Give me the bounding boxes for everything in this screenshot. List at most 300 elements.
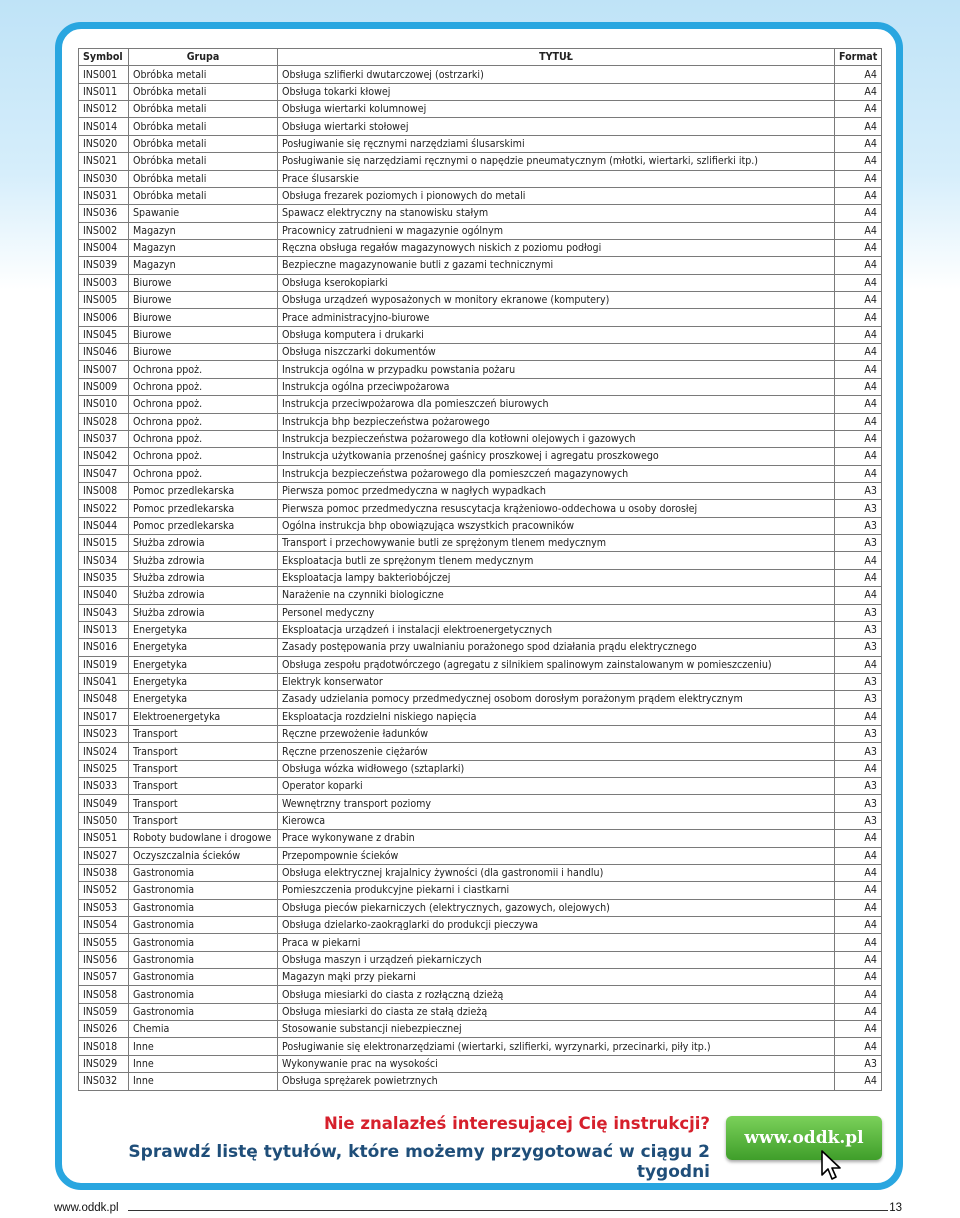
- cell-group: Gastronomia: [129, 969, 278, 986]
- table-row: [79, 344, 882, 361]
- cell-group: Biurowe: [129, 309, 278, 326]
- cell-symbol: INS022: [79, 500, 129, 517]
- table-header-row: [79, 49, 882, 66]
- cell-format: A4: [835, 760, 882, 777]
- cell-group: Gastronomia: [129, 916, 278, 933]
- cell-title: Instrukcja ogólna przeciwpożarowa: [278, 378, 835, 395]
- cell-title: Elektryk konserwator: [278, 673, 835, 690]
- cell-title: Obsługa dzielarko-zaokrąglarki do produkcji pieczywa: [278, 916, 835, 933]
- cell-symbol: INS026: [79, 1021, 129, 1038]
- cell-title: Kierowca: [278, 812, 835, 829]
- cell-title: Obsługa miesiarki do ciasta ze stałą dzieżą: [278, 1003, 835, 1020]
- table-row: [79, 239, 882, 256]
- cell-format: A4: [835, 344, 882, 361]
- cell-title: Zasady postępowania przy uwalnianiu porażonego spod działania prądu elektrycznego: [278, 639, 835, 656]
- cell-symbol: INS001: [79, 66, 129, 83]
- cell-format: A4: [835, 378, 882, 395]
- promo-offer: Sprawdź listę tytułów, które możemy przygotować w ciągu 2 tygodni: [128, 1142, 710, 1182]
- cell-symbol: INS041: [79, 673, 129, 690]
- cell-symbol: INS027: [79, 847, 129, 864]
- cell-title: Pierwsza pomoc przedmedyczna w nagłych wypadkach: [278, 482, 835, 499]
- cell-symbol: INS047: [79, 465, 129, 482]
- table-row: [79, 569, 882, 586]
- cell-format: A4: [835, 66, 882, 83]
- cell-format: A4: [835, 986, 882, 1003]
- cell-title: Operator koparki: [278, 778, 835, 795]
- table-row: [79, 847, 882, 864]
- cell-format: A3: [835, 621, 882, 638]
- cell-format: A4: [835, 587, 882, 604]
- cell-symbol: INS008: [79, 482, 129, 499]
- table-row: [79, 691, 882, 708]
- cell-format: A3: [835, 795, 882, 812]
- table-row: [79, 170, 882, 187]
- cell-group: Gastronomia: [129, 882, 278, 899]
- cell-group: Gastronomia: [129, 899, 278, 916]
- header-group: Grupa: [129, 49, 278, 66]
- cell-group: Ochrona ppoż.: [129, 396, 278, 413]
- cell-group: Ochrona ppoż.: [129, 378, 278, 395]
- cell-group: Obróbka metali: [129, 118, 278, 135]
- cell-group: Biurowe: [129, 274, 278, 291]
- table-row: [79, 1073, 882, 1090]
- cell-group: Pomoc przedlekarska: [129, 500, 278, 517]
- cell-title: Eksploatacja rozdzielni niskiego napięcia: [278, 708, 835, 725]
- cell-symbol: INS056: [79, 951, 129, 968]
- cell-group: Służba zdrowia: [129, 552, 278, 569]
- table-row: [79, 882, 882, 899]
- cell-title: Obsługa frezarek poziomych i pionowych do metali: [278, 187, 835, 204]
- cell-symbol: INS019: [79, 656, 129, 673]
- cell-format: A4: [835, 239, 882, 256]
- cell-format: A4: [835, 552, 882, 569]
- cell-title: Posługiwanie się elektronarzędziami (wiertarki, szlifierki, wyrzynarki, przecinarki, piły itp.): [278, 1038, 835, 1055]
- cell-group: Pomoc przedlekarska: [129, 482, 278, 499]
- cell-symbol: INS040: [79, 587, 129, 604]
- cell-format: A4: [835, 708, 882, 725]
- cell-group: Energetyka: [129, 656, 278, 673]
- cell-title: Wykonywanie prac na wysokości: [278, 1055, 835, 1072]
- cell-title: Eksploatacja butli ze sprężonym tlenem medycznym: [278, 552, 835, 569]
- table-row: [79, 465, 882, 482]
- cell-format: A4: [835, 361, 882, 378]
- table-row: [79, 708, 882, 725]
- cell-group: Gastronomia: [129, 934, 278, 951]
- cell-group: Magazyn: [129, 222, 278, 239]
- cell-group: Służba zdrowia: [129, 587, 278, 604]
- cell-format: A4: [835, 916, 882, 933]
- cell-group: Energetyka: [129, 639, 278, 656]
- cell-title: Stosowanie substancji niebezpiecznej: [278, 1021, 835, 1038]
- cell-format: A4: [835, 396, 882, 413]
- cell-format: A3: [835, 482, 882, 499]
- cell-symbol: INS030: [79, 170, 129, 187]
- cell-title: Obsługa maszyn i urządzeń piekarniczych: [278, 951, 835, 968]
- cell-symbol: INS052: [79, 882, 129, 899]
- cell-group: Inne: [129, 1073, 278, 1090]
- cell-title: Instrukcja użytkowania przenośnej gaśnicy proszkowej i agregatu proszkowego: [278, 448, 835, 465]
- cell-group: Biurowe: [129, 344, 278, 361]
- cell-symbol: INS051: [79, 830, 129, 847]
- cell-format: A4: [835, 135, 882, 152]
- cell-symbol: INS033: [79, 778, 129, 795]
- cell-title: Eksploatacja lampy bakteriobójczej: [278, 569, 835, 586]
- cell-format: A4: [835, 951, 882, 968]
- cell-group: Ochrona ppoż.: [129, 361, 278, 378]
- cell-symbol: INS034: [79, 552, 129, 569]
- table-row: [79, 899, 882, 916]
- cell-title: Posługiwanie się ręcznymi narzędziami ślusarskimi: [278, 135, 835, 152]
- cell-title: Wewnętrzny transport poziomy: [278, 795, 835, 812]
- cell-title: Obsługa wiertarki stołowej: [278, 118, 835, 135]
- table-row: [79, 292, 882, 309]
- cell-group: Transport: [129, 795, 278, 812]
- cell-format: A4: [835, 187, 882, 204]
- cell-symbol: INS028: [79, 413, 129, 430]
- table-row: [79, 430, 882, 447]
- cell-group: Służba zdrowia: [129, 604, 278, 621]
- cell-title: Obsługa komputera i drukarki: [278, 326, 835, 343]
- cell-title: Obsługa tokarki kłowej: [278, 83, 835, 100]
- cell-title: Ręczna obsługa regałów magazynowych niskich z poziomu podłogi: [278, 239, 835, 256]
- table-body: [79, 66, 882, 1090]
- table-row: [79, 535, 882, 552]
- cell-format: A4: [835, 1038, 882, 1055]
- cell-format: A3: [835, 691, 882, 708]
- cell-format: A4: [835, 934, 882, 951]
- cell-title: Obsługa urządzeń wyposażonych w monitory ekranowe (komputery): [278, 292, 835, 309]
- table-row: [79, 1055, 882, 1072]
- table-row: [79, 1021, 882, 1038]
- cell-group: Magazyn: [129, 257, 278, 274]
- cell-symbol: INS017: [79, 708, 129, 725]
- cell-symbol: INS043: [79, 604, 129, 621]
- cell-group: Transport: [129, 726, 278, 743]
- cell-group: Inne: [129, 1055, 278, 1072]
- cell-symbol: INS032: [79, 1073, 129, 1090]
- cell-symbol: INS036: [79, 205, 129, 222]
- cell-symbol: INS053: [79, 899, 129, 916]
- cell-title: Obsługa zespołu prądotwórczego (agregatu z silnikiem spalinowym zainstalowanym w pomieszczeniu): [278, 656, 835, 673]
- cell-symbol: INS037: [79, 430, 129, 447]
- cell-format: A4: [835, 1021, 882, 1038]
- cell-group: Obróbka metali: [129, 153, 278, 170]
- cell-format: A4: [835, 899, 882, 916]
- table-row: [79, 639, 882, 656]
- cell-symbol: INS020: [79, 135, 129, 152]
- cell-format: A4: [835, 118, 882, 135]
- cell-symbol: INS023: [79, 726, 129, 743]
- table-row: [79, 448, 882, 465]
- table-row: [79, 413, 882, 430]
- cell-symbol: INS058: [79, 986, 129, 1003]
- cell-group: Służba zdrowia: [129, 569, 278, 586]
- table-row: [79, 482, 882, 499]
- promo-question: Nie znalazłeś interesującej Cię instrukcji?: [323, 1114, 710, 1133]
- cell-title: Zasady udzielania pomocy przedmedycznej osobom dorosłym porażonym prądem elektrycznym: [278, 691, 835, 708]
- cell-title: Obsługa szlifierki dwutarczowej (ostrzarki): [278, 66, 835, 83]
- cell-group: Energetyka: [129, 621, 278, 638]
- table-row: [79, 864, 882, 881]
- cell-group: Służba zdrowia: [129, 535, 278, 552]
- cell-title: Instrukcja bezpieczeństwa pożarowego dla kotłowni olejowych i gazowych: [278, 430, 835, 447]
- cell-format: A4: [835, 257, 882, 274]
- cell-symbol: INS031: [79, 187, 129, 204]
- cell-title: Instrukcja bhp bezpieczeństwa pożarowego: [278, 413, 835, 430]
- cell-group: Obróbka metali: [129, 170, 278, 187]
- cell-symbol: INS054: [79, 916, 129, 933]
- cell-symbol: INS012: [79, 101, 129, 118]
- cell-format: A4: [835, 569, 882, 586]
- cell-symbol: INS059: [79, 1003, 129, 1020]
- cell-symbol: INS038: [79, 864, 129, 881]
- table-row: [79, 1038, 882, 1055]
- cell-group: Obróbka metali: [129, 83, 278, 100]
- cell-title: Transport i przechowywanie butli ze sprężonym tlenem medycznym: [278, 535, 835, 552]
- cell-title: Instrukcja przeciwpożarowa dla pomieszczeń biurowych: [278, 396, 835, 413]
- cell-group: Ochrona ppoż.: [129, 465, 278, 482]
- cell-group: Spawanie: [129, 205, 278, 222]
- footer-url: www.oddk.pl: [54, 1202, 119, 1214]
- cell-symbol: INS050: [79, 812, 129, 829]
- cell-title: Narażenie na czynniki biologiczne: [278, 587, 835, 604]
- table-row: [79, 101, 882, 118]
- cell-symbol: INS046: [79, 344, 129, 361]
- cell-format: A3: [835, 517, 882, 534]
- cell-format: A3: [835, 673, 882, 690]
- cell-symbol: INS057: [79, 969, 129, 986]
- cell-format: A3: [835, 812, 882, 829]
- table-row: [79, 951, 882, 968]
- cell-format: A3: [835, 535, 882, 552]
- cell-symbol: INS021: [79, 153, 129, 170]
- cell-format: A4: [835, 1073, 882, 1090]
- cell-title: Obsługa kserokopiarki: [278, 274, 835, 291]
- cell-format: A4: [835, 292, 882, 309]
- cell-group: Pomoc przedlekarska: [129, 517, 278, 534]
- cell-title: Obsługa wózka widłowego (sztaplarki): [278, 760, 835, 777]
- footer-divider: [128, 1210, 888, 1211]
- cell-group: Roboty budowlane i drogowe: [129, 830, 278, 847]
- cell-symbol: INS011: [79, 83, 129, 100]
- cell-group: Gastronomia: [129, 951, 278, 968]
- cell-format: A4: [835, 448, 882, 465]
- cell-group: Obróbka metali: [129, 135, 278, 152]
- cell-symbol: INS035: [79, 569, 129, 586]
- cell-symbol: INS029: [79, 1055, 129, 1072]
- table-row: [79, 778, 882, 795]
- cell-title: Prace ślusarskie: [278, 170, 835, 187]
- cell-group: Ochrona ppoż.: [129, 430, 278, 447]
- cell-symbol: INS003: [79, 274, 129, 291]
- cell-symbol: INS039: [79, 257, 129, 274]
- cell-symbol: INS025: [79, 760, 129, 777]
- table-row: [79, 812, 882, 829]
- cell-format: A4: [835, 969, 882, 986]
- table-row: [79, 187, 882, 204]
- cell-symbol: INS018: [79, 1038, 129, 1055]
- table-row: [79, 222, 882, 239]
- cell-title: Personel medyczny: [278, 604, 835, 621]
- table-row: [79, 621, 882, 638]
- table-row: [79, 378, 882, 395]
- cell-group: Obróbka metali: [129, 187, 278, 204]
- cell-symbol: INS042: [79, 448, 129, 465]
- table-row: [79, 135, 882, 152]
- table-row: [79, 969, 882, 986]
- cell-symbol: INS055: [79, 934, 129, 951]
- cell-title: Magazyn mąki przy piekarni: [278, 969, 835, 986]
- cell-symbol: INS048: [79, 691, 129, 708]
- cell-title: Spawacz elektryczny na stanowisku stałym: [278, 205, 835, 222]
- cell-group: Elektroenergetyka: [129, 708, 278, 725]
- cell-symbol: INS010: [79, 396, 129, 413]
- table-row: [79, 361, 882, 378]
- cell-format: A4: [835, 101, 882, 118]
- table-row: [79, 743, 882, 760]
- cell-format: A4: [835, 274, 882, 291]
- table-row: [79, 309, 882, 326]
- table-row: [79, 1003, 882, 1020]
- cell-format: A3: [835, 604, 882, 621]
- cell-group: Transport: [129, 778, 278, 795]
- cell-format: A4: [835, 153, 882, 170]
- cell-format: A4: [835, 205, 882, 222]
- cell-group: Obróbka metali: [129, 66, 278, 83]
- cell-title: Obsługa elektrycznej krajalnicy żywności (dla gastronomii i handlu): [278, 864, 835, 881]
- cell-symbol: INS024: [79, 743, 129, 760]
- cell-title: Ręczne przewożenie ładunków: [278, 726, 835, 743]
- table-row: [79, 795, 882, 812]
- cell-format: A3: [835, 1055, 882, 1072]
- cell-format: A4: [835, 830, 882, 847]
- cell-title: Przepompownie ścieków: [278, 847, 835, 864]
- cell-title: Obsługa wiertarki kolumnowej: [278, 101, 835, 118]
- cell-symbol: INS013: [79, 621, 129, 638]
- cell-title: Bezpieczne magazynowanie butli z gazami technicznymi: [278, 257, 835, 274]
- cell-title: Prace administracyjno-biurowe: [278, 309, 835, 326]
- cell-group: Transport: [129, 743, 278, 760]
- instructions-table: [78, 48, 882, 1091]
- cell-group: Energetyka: [129, 673, 278, 690]
- table-row: [79, 760, 882, 777]
- cell-symbol: INS016: [79, 639, 129, 656]
- table-row: [79, 656, 882, 673]
- cell-format: A4: [835, 413, 882, 430]
- table-row: [79, 274, 882, 291]
- cell-title: Prace wykonywane z drabin: [278, 830, 835, 847]
- cell-format: A4: [835, 430, 882, 447]
- table-row: [79, 517, 882, 534]
- table-row: [79, 552, 882, 569]
- cell-title: Pomieszczenia produkcyjne piekarni i ciastkarni: [278, 882, 835, 899]
- cell-format: A3: [835, 639, 882, 656]
- cell-group: Obróbka metali: [129, 101, 278, 118]
- table-row: [79, 326, 882, 343]
- cell-format: A4: [835, 465, 882, 482]
- cell-symbol: INS014: [79, 118, 129, 135]
- cell-format: A4: [835, 309, 882, 326]
- cell-group: Biurowe: [129, 292, 278, 309]
- table-row: [79, 673, 882, 690]
- table-row: [79, 257, 882, 274]
- cell-title: Eksploatacja urządzeń i instalacji elektroenergetycznych: [278, 621, 835, 638]
- cell-symbol: INS015: [79, 535, 129, 552]
- table-row: [79, 153, 882, 170]
- page-number: 13: [889, 1202, 902, 1214]
- cell-format: A4: [835, 882, 882, 899]
- cell-group: Ochrona ppoż.: [129, 413, 278, 430]
- cell-symbol: INS005: [79, 292, 129, 309]
- table-row: [79, 66, 882, 83]
- cell-group: Gastronomia: [129, 864, 278, 881]
- cell-group: Oczyszczalnia ścieków: [129, 847, 278, 864]
- table-row: [79, 205, 882, 222]
- cell-symbol: INS002: [79, 222, 129, 239]
- header-symbol: Symbol: [79, 49, 129, 66]
- cell-group: Gastronomia: [129, 986, 278, 1003]
- cell-symbol: INS049: [79, 795, 129, 812]
- table-row: [79, 916, 882, 933]
- cell-format: A4: [835, 170, 882, 187]
- cell-title: Ręczne przenoszenie ciężarów: [278, 743, 835, 760]
- cell-group: Chemia: [129, 1021, 278, 1038]
- cell-symbol: INS045: [79, 326, 129, 343]
- cell-title: Obsługa niszczarki dokumentów: [278, 344, 835, 361]
- table-row: [79, 604, 882, 621]
- cell-format: A3: [835, 778, 882, 795]
- cell-title: Obsługa pieców piekarniczych (elektrycznych, gazowych, olejowych): [278, 899, 835, 916]
- cell-format: A3: [835, 743, 882, 760]
- cell-format: A4: [835, 83, 882, 100]
- website-button[interactable]: www.oddk.pl: [726, 1116, 882, 1160]
- cell-format: A4: [835, 864, 882, 881]
- table-row: [79, 986, 882, 1003]
- cell-format: A4: [835, 222, 882, 239]
- cell-title: Posługiwanie się narzędziami ręcznymi o napędzie pneumatycznym (młotki, wiertarki, szlifierki itp.): [278, 153, 835, 170]
- table-row: [79, 830, 882, 847]
- cell-group: Inne: [129, 1038, 278, 1055]
- cell-title: Ogólna instrukcja bhp obowiązująca wszystkich pracowników: [278, 517, 835, 534]
- header-title: TYTUŁ: [278, 49, 835, 66]
- cell-symbol: INS044: [79, 517, 129, 534]
- cell-format: A3: [835, 500, 882, 517]
- cursor-arrow-icon: [820, 1150, 842, 1182]
- cell-format: A4: [835, 656, 882, 673]
- cell-group: Transport: [129, 812, 278, 829]
- cell-title: Obsługa sprężarek powietrznych: [278, 1073, 835, 1090]
- cell-group: Transport: [129, 760, 278, 777]
- cell-symbol: INS004: [79, 239, 129, 256]
- table-row: [79, 83, 882, 100]
- cell-title: Obsługa miesiarki do ciasta z rozłączną dzieżą: [278, 986, 835, 1003]
- cell-title: Instrukcja ogólna w przypadku powstania pożaru: [278, 361, 835, 378]
- cell-format: A3: [835, 726, 882, 743]
- table-row: [79, 726, 882, 743]
- cell-title: Pierwsza pomoc przedmedyczna resuscytacja krążeniowo-oddechowa u osoby dorosłej: [278, 500, 835, 517]
- table-row: [79, 500, 882, 517]
- table-row: [79, 934, 882, 951]
- cell-title: Praca w piekarni: [278, 934, 835, 951]
- cell-format: A4: [835, 326, 882, 343]
- header-format: Format: [835, 49, 882, 66]
- cell-format: A4: [835, 847, 882, 864]
- cell-title: Pracownicy zatrudnieni w magazynie ogólnym: [278, 222, 835, 239]
- cell-symbol: INS007: [79, 361, 129, 378]
- table-row: [79, 118, 882, 135]
- cell-format: A4: [835, 1003, 882, 1020]
- cell-group: Biurowe: [129, 326, 278, 343]
